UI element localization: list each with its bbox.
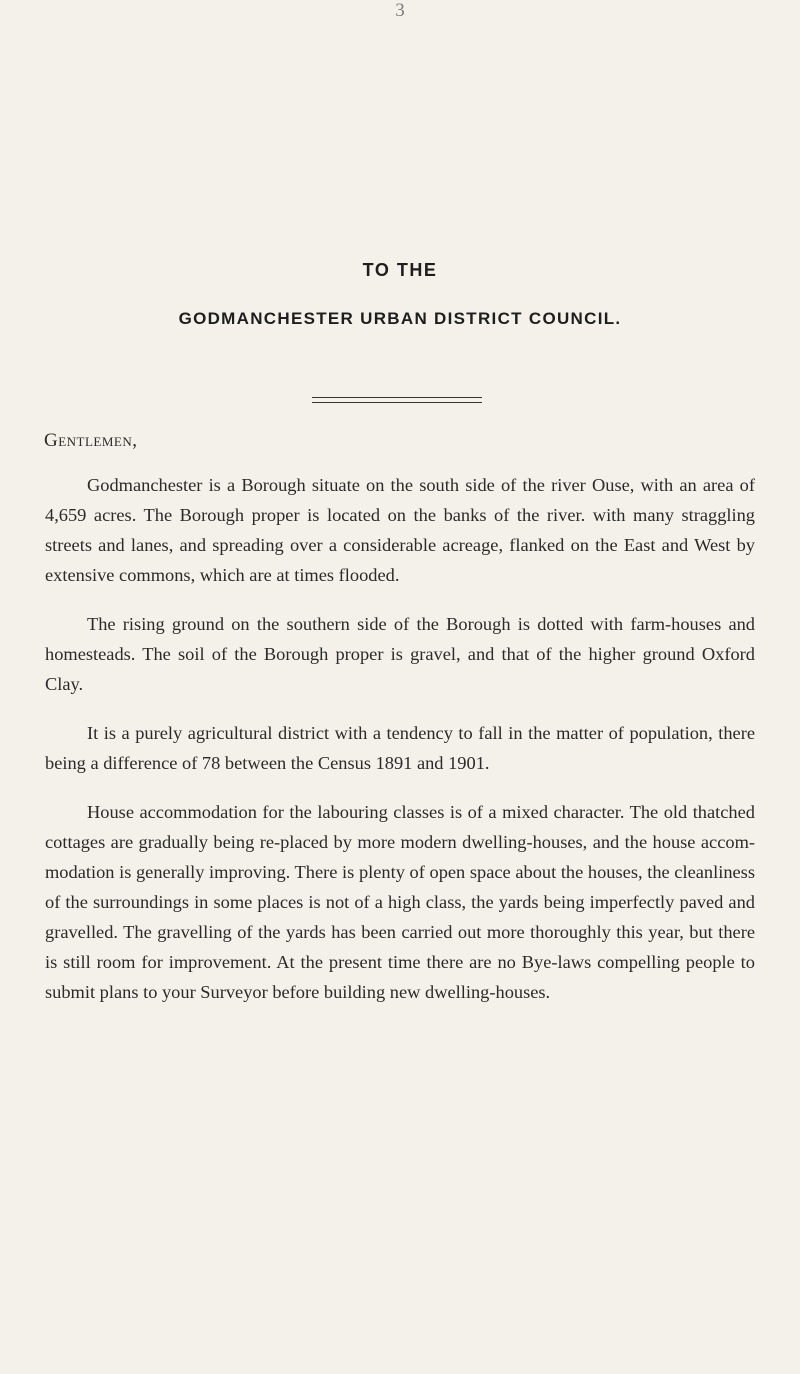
double-rule-divider	[312, 397, 482, 403]
paragraph-population: It is a purely agricultural district with a tendency to fall in the matter of population, there being a difference of 78 between the Census 1891 and 1901.	[45, 723, 755, 773]
paragraph-house-accommodation: House accommodation for the labouring classes is of a mixed character. The old thatched cottages are gradually being re-placed by more modern dwelling-houses, and the house accom-modation is generally improving. There is plenty of open space about the houses, the cleanliness of the surroundings in some places is not of a high class, the yards being imperfectly paved and gravelled. The gravelling of the yards has been carried out more thoroughly this year, but there is still room for improvement. At the present time there are no Bye-laws compelling people to submit plans to your Surveyor before building new dwelling-houses.	[45, 802, 755, 1002]
heading-council-name: GODMANCHESTER URBAN DISTRICT COUNCIL.	[178, 309, 622, 328]
paragraph-soil: The rising ground on the southern side of the Borough is dotted with farm-houses and homesteads. The soil of the Borough proper is gravel, and that of the higher ground Oxford Clay.	[45, 614, 755, 694]
page-number: 3	[395, 0, 405, 21]
salutation: Gentlemen,	[44, 430, 138, 451]
paragraph-borough-location: Godmanchester is a Borough situate on the south side of the river Ouse, with an area of 4,659 acres. The Borough proper is located on the banks of the river. with many straggling streets and lanes, and spreading over a considerable acreage, flanked on the East and West by extensive commons, which are at times flooded.	[45, 475, 755, 585]
heading-addressee-to: TO THE	[362, 260, 438, 280]
letter-body	[45, 470, 755, 1026]
